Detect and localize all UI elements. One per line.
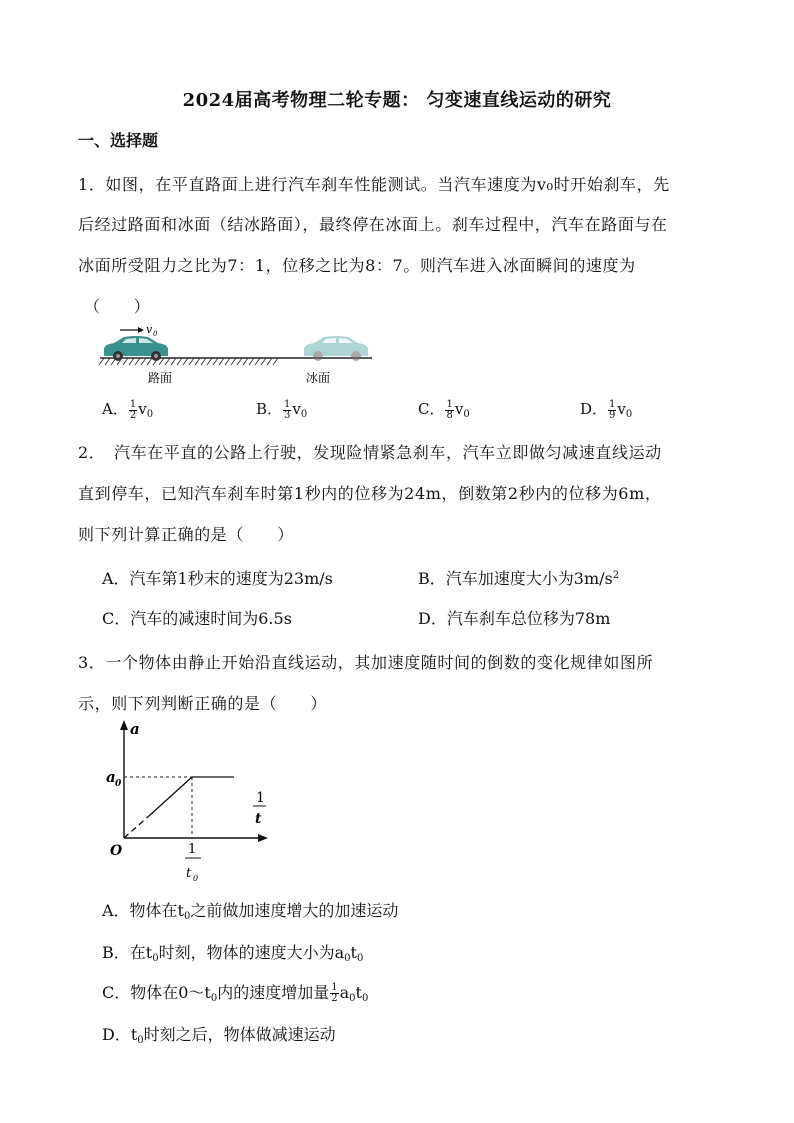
- svg-text:0: 0: [153, 330, 158, 338]
- t0-label-den: t: [186, 866, 192, 881]
- q3-line-2: 示，则下列判断正确的是（ ）: [78, 694, 328, 713]
- q1-line-2: 后经过路面和冰面（结冰路面），最终停在冰面上。刹车过程中，汽车在路面与在: [78, 215, 668, 234]
- q1-option-c[interactable]: C． $\frac{1}{8}$ $v_0$: [418, 398, 470, 421]
- ice-label: 冰面: [306, 371, 331, 385]
- a0-label: a: [106, 768, 116, 786]
- q1-line-1: 1．如图，在平直路面上进行汽车刹车性能测试。当汽车速度为v₀时开始刹车，先: [78, 175, 670, 194]
- y-axis-label: a: [130, 720, 140, 738]
- q2-option-a[interactable]: A．汽车第1秒末的速度为23m/s: [102, 569, 333, 588]
- q3-option-c[interactable]: C．物体在$0\sim t_0$内的速度增加量 $\frac{1}{2}$ $a_0t_0$: [102, 982, 369, 1004]
- t0-label-num: 1: [188, 842, 197, 857]
- q3-graph: [108, 718, 278, 888]
- page-title: 2024届高考物理二轮专题： 匀变速直线运动的研究: [182, 90, 612, 111]
- section-heading: 一、选择题: [78, 131, 159, 150]
- svg-text:0: 0: [115, 779, 122, 789]
- q2-option-d[interactable]: D．汽车刹车总位移为78m: [418, 609, 611, 628]
- road-hatching: [99, 358, 278, 365]
- car-stopped: [304, 336, 368, 361]
- q2-line-2: 直到停车，已知汽车刹车时第1秒内的位移为24m，倒数第2秒内的位移为6m，: [78, 484, 662, 503]
- origin-label: O: [110, 843, 123, 859]
- q3-option-a[interactable]: A．物体在$t_0$之前做加速度增大的加速运动: [102, 901, 399, 922]
- car-moving: [104, 336, 168, 361]
- q3-line-1: 3．一个物体由静止开始沿直线运动，其加速度随时间的倒数的变化规律如图所: [78, 653, 654, 672]
- q3-option-d[interactable]: D．$t_0$时刻之后，物体做减速运动: [102, 1025, 336, 1046]
- road-label: 路面: [148, 371, 173, 385]
- q1-option-b[interactable]: B． $\frac{1}{3}$ $v_0$: [256, 398, 308, 421]
- q2-line-3: 则下列计算正确的是（ ）: [78, 525, 294, 544]
- q2-option-c[interactable]: C．汽车的减速时间为6.5s: [102, 609, 292, 628]
- q1-option-d[interactable]: D． $\frac{1}{9}$ $v_0$: [580, 398, 633, 421]
- svg-text:0: 0: [193, 874, 199, 883]
- q1-answer-bracket: （ ）: [84, 297, 151, 316]
- x-axis-label-den: t: [255, 811, 262, 827]
- q1-figure-cars: [96, 318, 376, 390]
- q1-option-a[interactable]: A． $\frac{1}{2}$ $v_0$: [102, 398, 154, 421]
- q2-line-1: 2． 汽车在平直的公路上行驶，发现险情紧急刹车，汽车立即做匀减速直线运动: [78, 443, 662, 462]
- q2-option-b[interactable]: B．汽车加速度大小为$3m/s^2$: [418, 569, 620, 588]
- velocity-label: v: [146, 323, 153, 336]
- x-axis-label-num: 1: [256, 790, 265, 806]
- q1-line-3: 冰面所受阻力之比为7：1，位移之比为8：7。则汽车进入冰面瞬间的速度为: [78, 256, 636, 275]
- q3-option-b[interactable]: B．在$t_0$时刻，物体的速度大小为$a_0t_0$: [102, 943, 364, 964]
